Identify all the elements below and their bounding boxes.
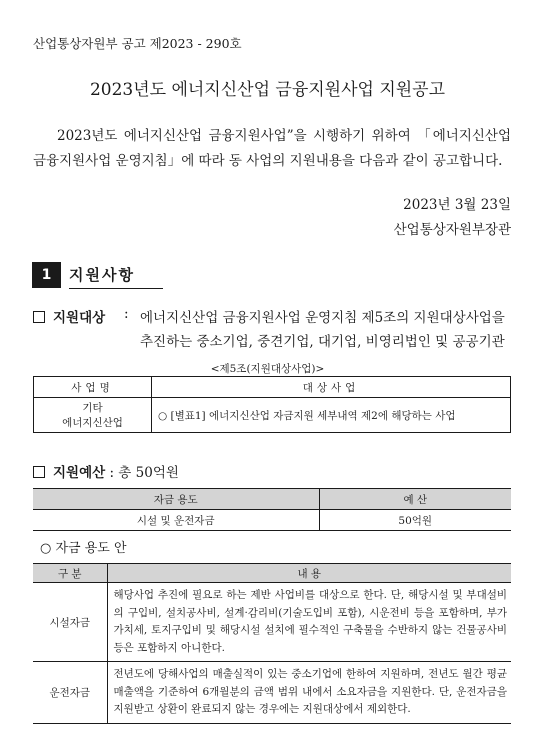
target-item: [33, 306, 105, 326]
notice-date: 2023년 3월 23일: [403, 197, 511, 213]
target-business-table: [33, 376, 511, 433]
budget-label: 지원예산: [53, 465, 106, 481]
table-cell: 시설 및 운전자금: [33, 510, 319, 531]
table-cell-content: 해당사업 추진에 필요로 하는 제반 사업비를 대상으로 한다. 단, 해당시설 및 부대설비의 구입비, 설치공사비, 설계·감리비(기술도입비 포함), 시운전비 등을 포함하며, 부가가치세, 토지구입비 및 해당시설 설치에 필수적인 구축물을 수반하지 않는 건물공사비 등은 포함하지 아니한다.: [107, 583, 511, 662]
business-name-line: 에너지신산업: [62, 417, 123, 429]
table-header-row: [33, 564, 511, 583]
intro-paragraph: [33, 124, 511, 174]
table-header-cell: 자금 용도: [33, 489, 319, 510]
notice-number: 산업통상자원부 공고 제2023 - 290호: [33, 36, 242, 51]
usage-heading: ○ 자금 용도 안: [40, 541, 127, 556]
target-label: 지원대상: [53, 310, 106, 326]
table-cell-category: 운전자금: [33, 662, 107, 724]
table-header-row: [33, 489, 511, 510]
target-line-2: 추진하는 중소기업, 중견기업, 대기업, 비영리법인 및 공공기관: [140, 334, 505, 350]
table-cell-category: 시설자금: [33, 583, 107, 662]
checkbox-square-icon: [33, 311, 45, 323]
table-cell: 50억원: [319, 510, 511, 531]
section-number-badge: 1: [32, 262, 61, 288]
section-title: 지원사항: [69, 262, 163, 289]
intro-text: 2023년도 에너지신산업 금융지원사업”을 시행하기 위하여 「에너지신산업 금융지원사업 운영지침」에 따라 동 사업의 지원내용을 다음과 같이 공고합니다.: [33, 128, 511, 169]
table-header-cell: 예 산: [319, 489, 511, 510]
table-row: [33, 662, 511, 724]
table-cell-content: 전년도에 당해사업의 매출실적이 있는 중소기업에 한하여 지원하며, 전년도 월간 평균매출액을 기준하여 6개월분의 금액 범위 내에서 소요자금을 지원한다. 단, 운전자금을 지원받고 상환이 완료되지 않는 경우에는 지원대상에서 제외한다.: [107, 662, 511, 724]
budget-table: [33, 488, 511, 531]
table-header-cell: 구 분: [33, 564, 107, 583]
table-cell-business-content: ○ [별표1] 에너지신산업 자금지원 세부내역 제2에 해당하는 사업: [152, 398, 511, 433]
table1-caption: <제5조(지원대상사업)>: [210, 363, 325, 375]
table-row: [33, 583, 511, 662]
usage-table: [33, 563, 511, 724]
target-line-1: 에너지신산업 금융지원사업 운영지침 제5조의 지원대상사업을: [140, 310, 505, 326]
table-header-cell: 사업명: [34, 377, 152, 398]
page-title: 2023년도 에너지신산업 금융지원사업 지원공고: [89, 80, 446, 100]
target-colon: :: [124, 306, 129, 322]
business-name-line: 기타: [82, 402, 103, 414]
budget-item: [33, 461, 179, 481]
table-cell-business-name: [34, 398, 152, 433]
table-row: [34, 398, 511, 433]
table-header-row: [34, 377, 511, 398]
table-header-cell: 대상사업: [152, 377, 511, 398]
table-header-cell: 내 용: [107, 564, 511, 583]
table-row: [33, 510, 511, 531]
budget-value: : 총 50억원: [109, 465, 179, 481]
checkbox-square-icon: [33, 466, 45, 478]
issuer-signature: 산업통상자원부장관: [393, 222, 511, 238]
